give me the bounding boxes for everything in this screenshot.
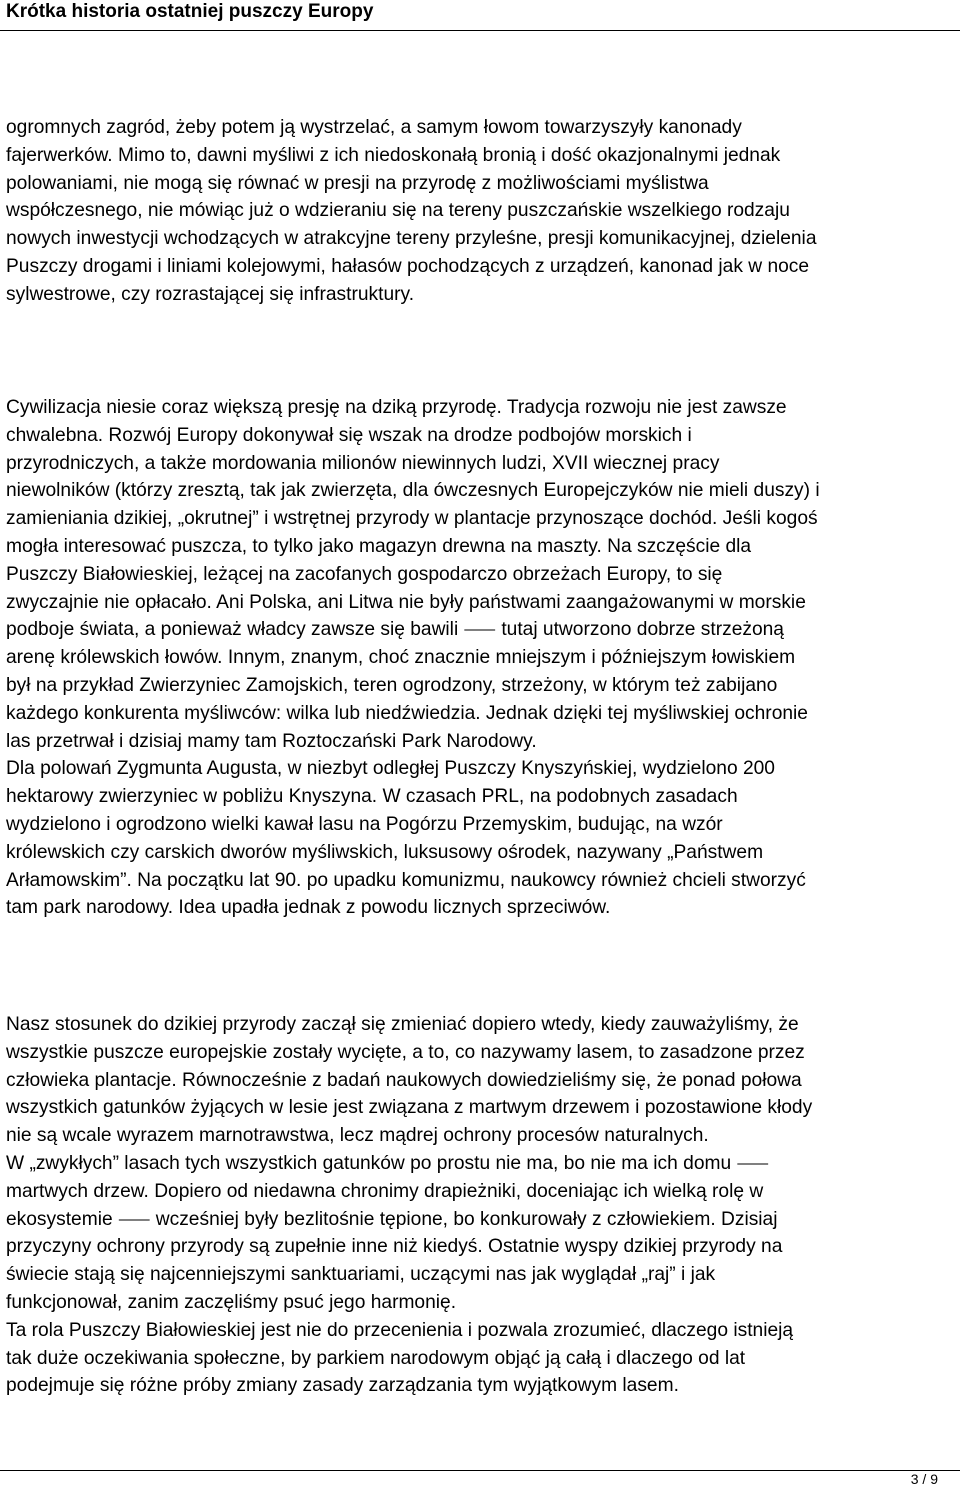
- body-paragraph-2: Cywilizacja niesie coraz większą presję na dziką przyrodę. Tradycja rozwoju nie jest zawsze chwalebna. Rozwój Europy dokonywał się wszak na drodze podbojów morskich i przyrodniczych, a także mordowania milionów niewinnych ludzi, XVII wiecznej pracy niewolników (którzy zresztą, tak jak zwierzęta, dla ówczesnych Europejczyków nie mieli duszy) i zamieniania dzikiej, „okrutnej” i wstrętnej przyrody w plantacje przynoszące dochód. Jeśli kogoś mogła interesować puszcza, to tylko jako magazyn drewna na maszty. Na szczęście dla Puszczy Białowieskiej, leżącej na zacofanych gospodarczo obrzeżach Europy, to się zwyczajnie nie opłacało. Ani Polska, ani Litwa nie były państwami zaangażowanymi w morskie podboje świata, a ponieważ władcy zawsze się bawili ⸺ tutaj utworzono dobrze strzeżoną arenę królewskich łowów. Innym, znanym, choć znacznie mniejszym i późniejszym łowiskiem był na przykład Zwierzyniec Zamojskich, teren ogrodzony, strzeżony, w którym też zabijano każdego konkurenta myśliwców: wilka lub niedźwiedzia. Jednak dzięki tej myśliwskiej ochronie las przetrwał i dzisiaj mamy tam Roztoczański Park Narodowy. Dla polowań Zygmunta Augusta, w niezbyt odległej Puszczy Knyszyńskiej, wydzielono 200 hektarowy zwierzyniec w pobliżu Knyszyna. W czasach PRL, na podobnych zasadach wydzielono i ogrodzono wielki kawał lasu na Pogórzu Przemyskim, budując, na wzór królewskich czy carskich dworów myśliwskich, luksusowy ośrodek, nazywany „Państwem Arłamowskim”. Na początku lat 90. po upadku komunizmu, naukowcy również chcieli stworzyć tam park narodowy. Idea upadła jednak z powodu licznych sprzeciwów.: [6, 397, 820, 919]
- header-divider: [0, 30, 960, 31]
- body-paragraph-1: ogromnych zagród, żeby potem ją wystrzelać, a samym łowom towarzyszyły kanonady fajerwerków. Mimo to, dawni myśliwi z ich niedoskonałą bronią i dość okazjonalnymi jednak polowaniami, nie mogą się równać w presji na przyrodę z możliwościami myślistwa współczesnego, nie mówiąc już o wdzieraniu się na tereny puszczańskie wszelkiego rodzaju nowych inwestycji wchodzących w atrakcyjne tereny przyleśne, presji komunikacyjnej, dzielenia Puszczy drogami i liniami kolejowymi, hałasów pochodzących z urządzeń, kanonad jak w noce sylwestrowe, czy rozrastającej się infrastruktury.: [6, 117, 817, 305]
- footer-divider: [0, 1470, 960, 1471]
- page-header-title: Krótka historia ostatniej puszczy Europy: [6, 1, 374, 22]
- body-paragraph-3: Nasz stosunek do dzikiej przyrody zaczął się zmieniać dopiero wtedy, kiedy zauważyliśmy, że wszystkie puszcze europejskie zostały wycięte, a to, co nazywamy lasem, to zasadzone przez człowieka plantacje. Równocześnie z badań naukowych dowiedzieliśmy się, że ponad połowa wszystkich gatunków żyjących w lesie jest związana z martwym drzewem i pozostawione kłody nie są wcale wyrazem marnotrawstwa, lecz mądrej ochrony procesów naturalnych. W „zwykłych” lasach tych wszystkich gatunków po prostu nie ma, bo nie ma ich domu ⸺ martwych drzew. Dopiero od niedawna chronimy drapieżniki, doceniając ich wielką rolę w ekosystemie ⸺ wcześniej były bezlitośnie tępione, bo konkurowały z człowiekiem. Dzisiaj przyczyny ochrony przyrody są zupełnie inne niż kiedyś. Ostatnie wyspy dzikiej przyrody na świecie stają się najcenniejszymi sanktuariami, uczącymi nas jak wyglądał „raj” i jak funkcjonował, zanim zaczęliśmy psuć jego harmonię. Ta rola Puszczy Białowieskiej jest nie do przecenienia i pozwala zrozumieć, dlaczego istnieją tak duże oczekiwania społeczne, by parkiem narodowym objąć ją całą i dlaczego od lat podejmuje się różne próby zmiany zasady zarządzania tym wyjątkowym lasem.: [6, 1014, 813, 1397]
- page-number: 3 / 9: [910, 1471, 938, 1487]
